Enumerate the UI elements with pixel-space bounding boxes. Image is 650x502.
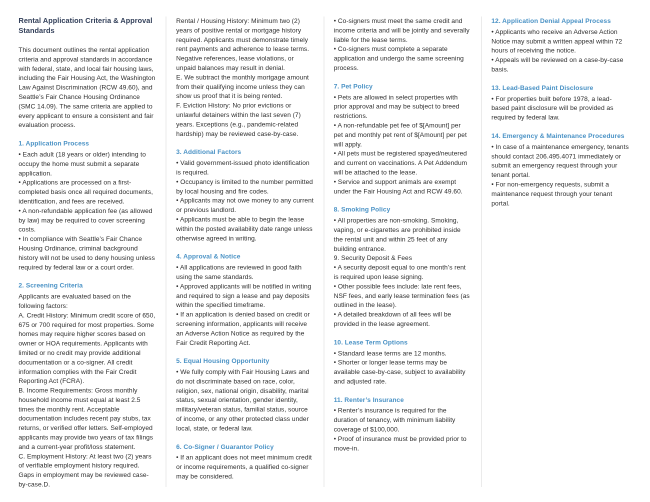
- bullet-item: • We fully comply with Fair Housing Laws and do not discriminate based on race, color, religion, sex, national origin, disability, marital status, sexual orientation, gender identity, military/veteran status, familial status, source of income, or any other protected class under local, state, or federal law.: [176, 368, 310, 432]
- bullet-item: • Co-signers must meet the same credit and income criteria and will be jointly and severally liable for the lease terms.: [333, 17, 470, 44]
- section-heading: 6. Co-Signer / Guarantor Policy: [176, 442, 274, 451]
- bullet-item: • For non-emergency requests, submit a maintenance request through your tenant portal.: [491, 180, 613, 207]
- paragraph: B. Income Requirements: Gross monthly household income must equal at least 2.5 times the monthly rent. Acceptable documentation includes recent pay stubs, tax returns, or verified offer letters. Self-employed applicants may provide two years of tax filings and a current-year profit/loss statement.: [18, 386, 154, 451]
- bullet-item: • Approved applicants will be notified in writing and required to sign a lease and pay deposits within the specified timeframe.: [176, 282, 312, 309]
- section-heading: 1. Application Process: [18, 139, 90, 148]
- paragraph: Applicants are evaluated based on the following factors:: [18, 292, 131, 310]
- section-heading: 5. Equal Housing Opportunity: [176, 357, 270, 365]
- section-heading: 4. Approval & Notice: [176, 252, 241, 261]
- paragraph: F. Eviction History: No prior evictions or unlawful detainers within the last seven (7) years. Exceptions (e.g., pandemic-related hardship) may be reviewed case-by-case.: [176, 101, 301, 138]
- bullet-item: • Each adult (18 years or older) intending to occupy the home must submit a separate application.: [18, 150, 146, 177]
- bullet-item: • Pets are allowed in select properties with prior approval and may be subject to breed restrictions.: [333, 93, 460, 120]
- paragraph: This document outlines the rental application criteria and approval standards in accordance with federal, state, and local fair housing laws, including the Fair Housing Act, the Washington Law Against Discrimination (RCW 49.60), and Seattle’s Fair Chance Housing Ordinance (SMC 14.09). The same criteria are applied to every applicant to ensure a consistent and fair evaluation process.: [18, 46, 156, 129]
- bullet-item: • Occupancy is limited to the number permitted by local housing and fire codes.: [176, 177, 313, 195]
- document-column-3: [323, 17, 481, 488]
- section-heading: 10. Lease Term Options: [333, 338, 408, 346]
- paragraph: E. We subtract the monthly mortgage amount from their qualifying income unless they can show us proof that it is being rented.: [176, 73, 309, 100]
- bullet-item: • All properties are non-smoking. Smoking, vaping, or e-cigarettes are prohibited inside the rental unit and within 25 feet of any building entrance.: [333, 216, 461, 253]
- bullet-item: • Proof of insurance must be provided prior to move-in.: [333, 434, 467, 452]
- section-heading: 13. Lead-Based Paint Disclosure: [491, 83, 594, 92]
- paragraph: A. Credit History: Minimum credit score of 650, 675 or 700 required for most properties. Some homes may require higher scores based on owner or HOA requirements. Applicants with limited or no credit may provide additional documentation or a co-signer. All credit information complies with the Fair Credit Reporting Act (FCRA).: [18, 311, 156, 385]
- bullet-item: • Applicants must be able to begin the lease within the posted availability date range unless otherwise agreed in writing.: [176, 215, 313, 242]
- bullet-item: • Service and support animals are exempt under the Fair Housing Act and RCW 49.60.: [333, 177, 463, 195]
- bullet-item: • All applications are reviewed in good faith using the same standards.: [176, 263, 302, 281]
- bullet-item: • If an application is denied based on credit or screening information, applicants will receive an Adverse Action Notice as required by the Fair Credit Reporting Act.: [176, 310, 310, 347]
- bullet-item: • Applicants who receive an Adverse Action Notice may submit a written appeal within 72 hours of receiving the notice.: [491, 27, 623, 55]
- document-title: Rental Application Criteria & Approval Standards: [18, 17, 153, 35]
- bullet-item: • A detailed breakdown of all fees will be provided in the lease agreement.: [333, 310, 452, 328]
- bullet-item: • In compliance with Seattle’s Fair Chance Housing Ordinance, criminal background history will not be used to deny housing unless required by federal law or a court order.: [18, 235, 155, 271]
- bullet-item: • Applicants may not owe money to any current or previous landlord.: [176, 196, 314, 214]
- bullet-item: • For properties built before 1978, a lead-based paint disclosure will be provided as required by federal law.: [491, 94, 614, 122]
- section-heading: 11. Renter’s Insurance: [333, 395, 404, 404]
- document-columns: [19, 17, 630, 488]
- bullet-item: • Applications are processed on a first-completed basis once all required documents, identification, and fees are received.: [18, 178, 153, 205]
- document-column-2: [166, 17, 324, 488]
- section-heading: 3. Additional Factors: [176, 148, 242, 156]
- section-heading: 8. Smoking Policy: [333, 205, 391, 214]
- bullet-item: • Valid government-issued photo identification is required.: [176, 159, 310, 176]
- bullet-item: • In case of a maintenance emergency, tenants should contact 206.495.4071 immediately or submit an emergency request through your tenant portal.: [491, 142, 629, 179]
- section-heading: 2. Screening Criteria: [18, 281, 83, 290]
- bullet-item: • A non-refundable application fee (as allowed by law) may be required to cover screening costs.: [18, 206, 153, 234]
- bullet-item: • A security deposit equal to one month’s rent is required upon lease signing.: [333, 263, 466, 281]
- paragraph: Rental / Housing History: Minimum two (2) years of positive rental or mortgage history required. Applicants must demonstrate timely rent payments and adherence to lease terms. Negative references, lease violations, or unpaid balances may result in denial.: [176, 17, 310, 72]
- paragraph: C. Employment History: At least two (2) years of verifiable employment history required. Gaps in employment may be reviewed case-by-case.D.: [18, 452, 152, 489]
- bullet-item: • Co-signers must complete a separate application and undergo the same screening process.: [333, 45, 464, 72]
- section-heading: 7. Pet Policy: [333, 82, 373, 90]
- bullet-item: • Shorter or longer lease terms may be available case-by-case, subject to availability and adjusted rate.: [333, 358, 466, 385]
- bullet-item: • Appeals will be reviewed on a case-by-case basis.: [491, 56, 624, 73]
- bullet-item: • All pets must be registered spayed/neutered and current on vaccinations. A Pet Addendum will be attached to the lease.: [333, 149, 468, 176]
- bullet-item: • A non-refundable pet fee of $[Amount] per pet and monthly pet rent of $[Amount] per pet will apply.: [333, 121, 467, 148]
- bullet-item: • If an applicant does not meet minimum credit or income requirements, a qualified co-signer may be considered.: [176, 453, 312, 481]
- bullet-item: • Renter’s insurance is required for the duration of tenancy, with minimum liability coverage of $100,000.: [333, 406, 456, 434]
- paragraph: 9. Security Deposit & Fees: [333, 254, 412, 262]
- section-heading: 12. Application Denial Appeal Process: [491, 17, 611, 25]
- section-heading: 14. Emergency & Maintenance Procedures: [491, 131, 625, 140]
- bullet-item: • Standard lease terms are 12 months.: [333, 349, 447, 357]
- document-column-1: [19, 17, 166, 488]
- bullet-item: • Other possible fees include: late rent fees, NSF fees, and early lease termination fees (as outlined in the lease).: [333, 282, 470, 309]
- document-column-4: [481, 17, 629, 488]
